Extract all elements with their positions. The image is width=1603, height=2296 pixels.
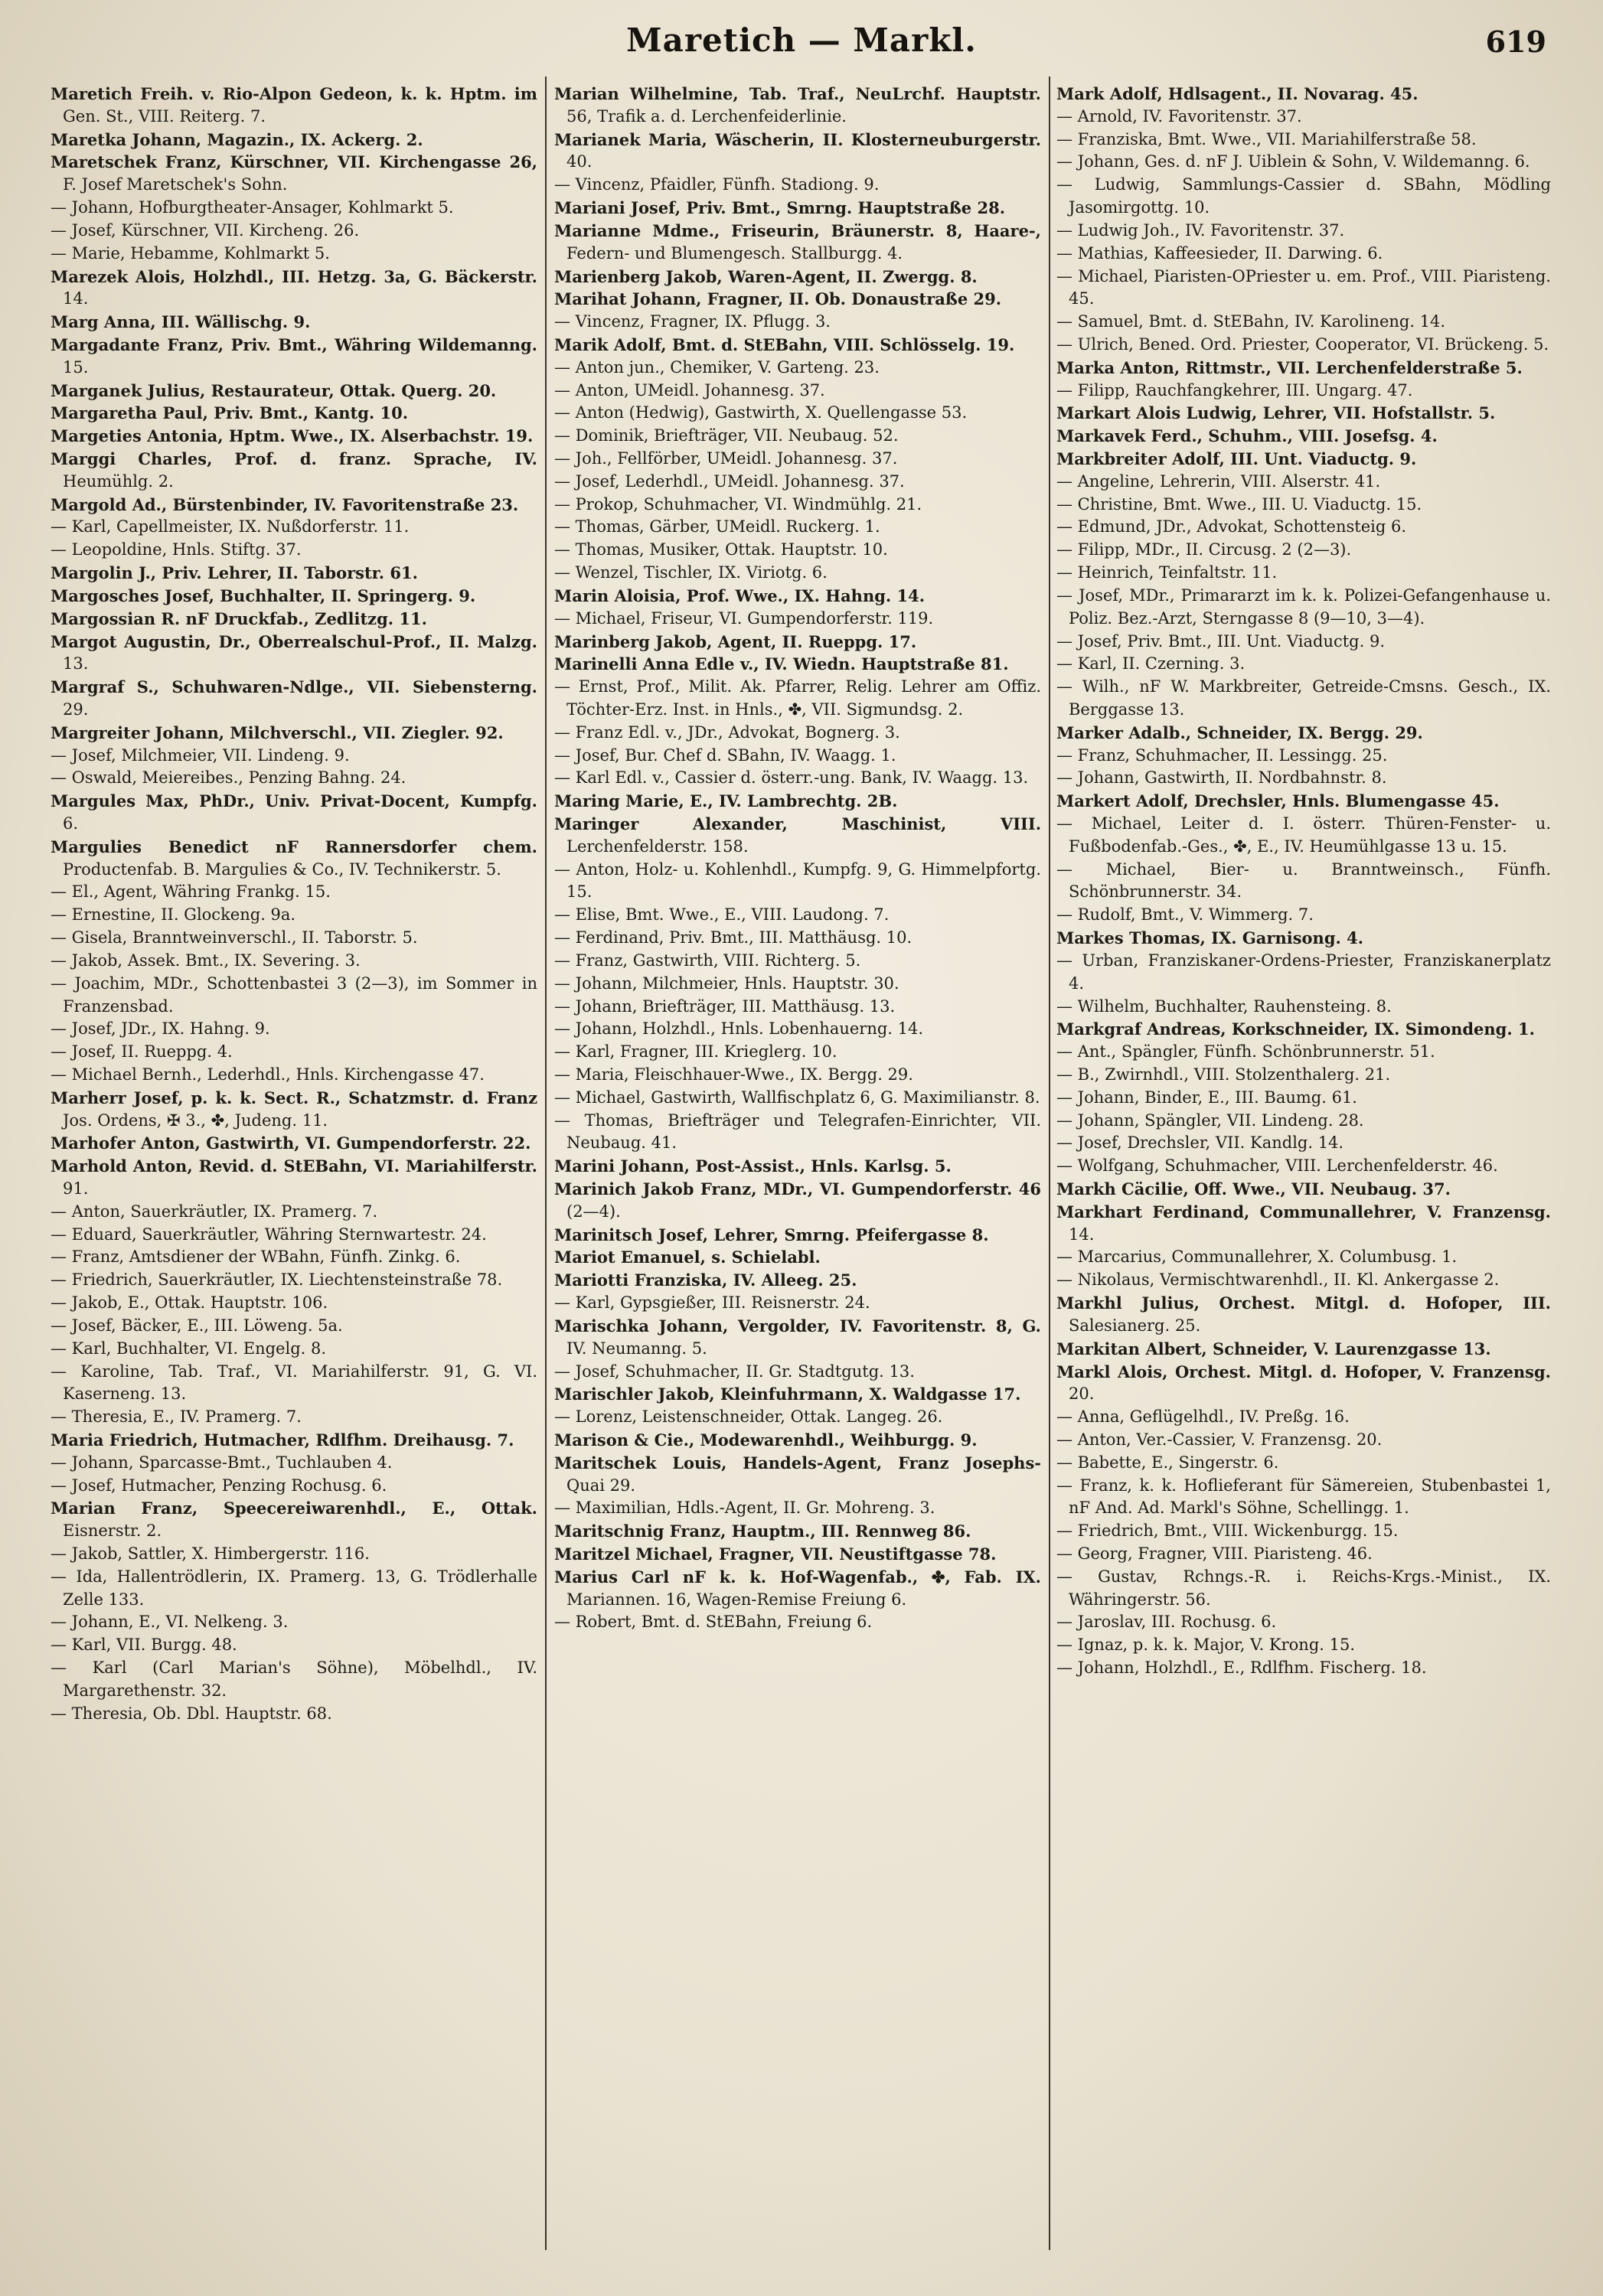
- directory-subentry: — Dominik, Briefträger, VII. Neubaug. 52.: [554, 426, 899, 445]
- directory-subentry: — Anton, Sauerkräutler, IX. Pramerg. 7.: [51, 1202, 378, 1221]
- directory-entry: Marini Johann, Post-Assist., Hnls. Karlsg. 5.: [554, 1156, 952, 1176]
- directory-subentry: — Christine, Bmt. Wwe., III. U. Viaductg. 15.: [1056, 494, 1422, 514]
- directory-subentry: — Gustav, Rchngs.-R. i. Reichs-Krgs.-Minist., IX. Währingerstr. 56.: [1056, 1567, 1551, 1609]
- directory-entry: Maretschek Franz, Kürschner, VII. Kirchengasse 26, F. Josef Maretschek's Sohn.: [51, 152, 537, 194]
- directory-entry: Markh Cäcilie, Off. Wwe., VII. Neubaug. 37.: [1056, 1179, 1451, 1199]
- directory-entry: Marischka Johann, Vergolder, IV. Favoritenstr. 8, G. IV. Neumanng. 5.: [554, 1316, 1041, 1358]
- directory-entry: Marin Aloisia, Prof. Wwe., IX. Hahng. 14.: [554, 585, 926, 605]
- directory-subentry: — B., Zwirnhdl., VIII. Stolzenthalerg. 21.: [1056, 1065, 1391, 1084]
- directory-subentry: — Joh., Fellförber, UMeidl. Johannesg. 37.: [554, 449, 898, 468]
- directory-subentry: — Robert, Bmt. d. StEBahn, Freiung 6.: [554, 1613, 873, 1632]
- directory-entry: Marhofer Anton, Gastwirth, VI. Gumpendorferstr. 22.: [51, 1133, 531, 1153]
- directory-subentry: — Marie, Hebamme, Kohlmarkt 5.: [51, 243, 330, 263]
- directory-subentry: — Michael, Gastwirth, Wallfischplatz 6, G. Maximilianstr. 8.: [554, 1088, 1040, 1107]
- directory-subentry: — Anton, UMeidl. Johannesg. 37.: [554, 380, 825, 400]
- directory-subentry: — Karl, Fragner, III. Krieglerg. 10.: [554, 1042, 837, 1062]
- directory-entry: Marianne Mdme., Friseurin, Bräunerstr. 8, Haare-, Federn- und Blumengesch. Stallburgg. 4.: [554, 220, 1041, 263]
- page-header: [0, 14, 1603, 67]
- directory-subentry: — Rudolf, Bmt., V. Wimmerg. 7.: [1056, 905, 1314, 925]
- directory-entry: Margules Max, PhDr., Univ. Privat-Docent, Kumpfg. 6.: [51, 791, 537, 833]
- directory-entry: Maretich Freih. v. Rio-Alpon Gedeon, k. k. Hptm. im Gen. St., VIII. Reiterg. 7.: [51, 84, 537, 126]
- directory-subentry: — Johann, Ges. d. nF J. Uiblein & Sohn, V. Wildemanng. 6.: [1056, 152, 1530, 171]
- directory-subentry: — Franz, k. k. Hoflieferant für Sämereien, Stubenbastei 1, nF And. Ad. Markl's Söhne, Schellingg. 1.: [1056, 1476, 1551, 1518]
- directory-entry: Marienberg Jakob, Waren-Agent, II. Zwergg. 8.: [554, 266, 978, 286]
- directory-column-2: [554, 83, 1041, 2272]
- directory-subentry: — Anna, Geflügelhdl., IV. Preßg. 16.: [1056, 1407, 1350, 1427]
- directory-subentry: — Josef, Bur. Chef d. SBahn, IV. Waagg. 1.: [554, 745, 896, 765]
- directory-entry: Markhart Ferdinand, Communallehrer, V. Franzensg. 14.: [1056, 1202, 1551, 1244]
- directory-entry: Marison & Cie., Modewarenhdl., Weihburgg. 9.: [554, 1430, 978, 1450]
- directory-entry: Margot Augustin, Dr., Oberrealschul-Prof., II. Malzg. 13.: [51, 631, 537, 673]
- directory-entry: Markbreiter Adolf, III. Unt. Viaductg. 9.: [1056, 449, 1417, 468]
- directory-subentry: — Filipp, MDr., II. Circusg. 2 (2—3).: [1056, 540, 1352, 559]
- directory-subentry: — Josef, Hutmacher, Penzing Rochusg. 6.: [51, 1476, 387, 1495]
- directory-subentry: — Karl, VII. Burgg. 48.: [51, 1636, 237, 1655]
- directory-subentry: — Prokop, Schuhmacher, VI. Windmühlg. 21.: [554, 494, 922, 514]
- directory-subentry: — Arnold, IV. Favoritenstr. 37.: [1056, 106, 1302, 126]
- directory-subentry: — Johann, Holzhdl., E., Rdlfhm. Fischerg. 18.: [1056, 1658, 1427, 1678]
- directory-entry: Marian Wilhelmine, Tab. Traf., NeuLrchf. Hauptstr. 56, Trafik a. d. Lerchenfeiderlinie.: [554, 84, 1041, 126]
- running-head: Maretich — Markl.: [626, 21, 977, 59]
- directory-entry: Marinitsch Josef, Lehrer, Smrng. Pfeifergasse 8.: [554, 1225, 989, 1244]
- directory-entry: Marganek Julius, Restaurateur, Ottak. Querg. 20.: [51, 380, 497, 400]
- directory-entry: Marianek Maria, Wäscherin, II. Klosterneuburgerstr. 40.: [554, 129, 1041, 171]
- directory-subentry: — El., Agent, Währing Frankg. 15.: [51, 882, 331, 902]
- directory-subentry: — Urban, Franziskaner-Ordens-Priester, Franziskanerplatz 4.: [1056, 951, 1551, 993]
- directory-subentry: — Samuel, Bmt. d. StEBahn, IV. Karolineng. 14.: [1056, 312, 1446, 331]
- directory-entry: Mark Adolf, Hdlsagent., II. Novarag. 45.: [1056, 84, 1419, 103]
- directory-subentry: — Ludwig Joh., IV. Favoritenstr. 37.: [1056, 220, 1345, 240]
- directory-entry: Marezek Alois, Holzhdl., III. Hetzg. 3a, G. Bäckerstr. 14.: [51, 266, 537, 308]
- directory-subentry: — Ant., Spängler, Fünfh. Schönbrunnerstr. 51.: [1056, 1042, 1435, 1062]
- directory-entry: Marka Anton, Rittmstr., VII. Lerchenfelderstraße 5.: [1056, 357, 1523, 377]
- directory-subentry: — Josef, Schuhmacher, II. Gr. Stadtgutg. 13.: [554, 1362, 915, 1381]
- directory-entry: Margeties Antonia, Hptm. Wwe., IX. Alserbachstr. 19.: [51, 426, 534, 446]
- directory-subentry: — Filipp, Rauchfangkehrer, III. Ungarg. 47.: [1056, 380, 1413, 400]
- directory-subentry: — Ulrich, Bened. Ord. Priester, Cooperator, VI. Brückeng. 5.: [1056, 334, 1549, 354]
- directory-subentry: — Karl Edl. v., Cassier d. österr.-ung. Bank, IV. Waagg. 13.: [554, 768, 1029, 788]
- directory-entry: Maringer Alexander, Maschinist, VIII. Lerchenfelderstr. 158.: [554, 814, 1041, 856]
- directory-subentry: — Babette, E., Singerstr. 6.: [1056, 1453, 1279, 1472]
- directory-subentry: — Johann, Hofburgtheater-Ansager, Kohlmarkt 5.: [51, 198, 454, 217]
- directory-entry: Marker Adalb., Schneider, IX. Bergg. 29.: [1056, 722, 1423, 742]
- directory-subentry: — Michael, Bier- u. Branntweinsch., Fünfh. Schönbrunnerstr. 34.: [1056, 859, 1551, 902]
- directory-subentry: — Ludwig, Sammlungs-Cassier d. SBahn, Mödling Jasomirgottg. 10.: [1056, 175, 1551, 217]
- directory-entry: Marg Anna, III. Wällischg. 9.: [51, 312, 311, 332]
- directory-subentry: — Michael, Leiter d. I. österr. Thüren-Fenster- u. Fußbodenfab.-Ges., ✤, E., IV. Heumühlgasse 13 u. 15.: [1056, 814, 1551, 856]
- directory-subentry: — Maximilian, Hdls.-Agent, II. Gr. Mohreng. 3.: [554, 1499, 935, 1518]
- directory-subentry: — Maria, Fleischhauer-Wwe., IX. Bergg. 29.: [554, 1065, 913, 1084]
- directory-entry: Marinelli Anna Edle v., IV. Wiedn. Hauptstraße 81.: [554, 654, 1009, 674]
- directory-entry: Marischler Jakob, Kleinfuhrmann, X. Waldgasse 17.: [554, 1384, 1021, 1404]
- directory-subentry: — Joachim, MDr., Schottenbastei 3 (2—3), im Sommer in Franzensbad.: [51, 974, 537, 1016]
- directory-subentry: — Eduard, Sauerkräutler, Währing Sternwartestr. 24.: [51, 1225, 487, 1244]
- directory-subentry: — Anton, Holz- u. Kohlenhdl., Kumpfg. 9, G. Himmelpfortg. 15.: [554, 859, 1041, 902]
- directory-entry: Margold Ad., Bürstenbinder, IV. Favoritenstraße 23.: [51, 494, 519, 514]
- directory-subentry: — Johann, Holzhdl., Hnls. Lobenhauerng. 14.: [554, 1019, 924, 1039]
- directory-entry: Mariotti Franziska, IV. Alleeg. 25.: [554, 1270, 857, 1290]
- directory-subentry: — Franziska, Bmt. Wwe., VII. Mariahilferstraße 58.: [1056, 129, 1477, 148]
- directory-subentry: — Johann, Gastwirth, II. Nordbahnstr. 8.: [1056, 768, 1387, 788]
- directory-subentry: — Oswald, Meiereibes., Penzing Bahng. 24.: [51, 768, 406, 788]
- page-number: 619: [1485, 24, 1546, 59]
- directory-entry: Margreiter Johann, Milchverschl., VII. Ziegler. 92.: [51, 722, 504, 742]
- directory-subentry: — Josef, Kürschner, VII. Kircheng. 26.: [51, 220, 360, 240]
- directory-subentry: — Karl, Capellmeister, IX. Nußdorferstr. 11.: [51, 517, 410, 536]
- directory-entry: Markes Thomas, IX. Garnisong. 4.: [1056, 928, 1364, 948]
- directory-subentry: — Theresia, E., IV. Pramerg. 7.: [51, 1407, 302, 1427]
- directory-entry: Markl Alois, Orchest. Mitgl. d. Hofoper, V. Franzensg. 20.: [1056, 1362, 1551, 1404]
- directory-subentry: — Friedrich, Bmt., VIII. Wickenburgg. 15.: [1056, 1521, 1399, 1541]
- directory-subentry: — Wenzel, Tischler, IX. Viriotg. 6.: [554, 563, 828, 582]
- directory-subentry: — Anton (Hedwig), Gastwirth, X. Quellengasse 53.: [554, 403, 968, 422]
- directory-subentry: — Wolfgang, Schuhmacher, VIII. Lerchenfelderstr. 46.: [1056, 1156, 1498, 1176]
- directory-entry: Marhold Anton, Revid. d. StEBahn, VI. Mariahilferstr. 91.: [51, 1156, 537, 1198]
- directory-subentry: — Ferdinand, Priv. Bmt., III. Matthäusg. 10.: [554, 928, 913, 947]
- directory-subentry: — Johann, Briefträger, III. Matthäusg. 13.: [554, 996, 896, 1016]
- directory-subentry: — Josef, Drechsler, VII. Kandlg. 14.: [1056, 1133, 1344, 1153]
- directory-entry: Mariot Emanuel, s. Schielabl.: [554, 1247, 821, 1267]
- directory-entry: Mariani Josef, Priv. Bmt., Smrng. Hauptstraße 28.: [554, 198, 1006, 218]
- directory-entry: Marius Carl nF k. k. Hof-Wagenfab., ✤, Fab. IX. Mariannen. 16, Wagen-Remise Freiung 6.: [554, 1567, 1041, 1609]
- directory-subentry: — Heinrich, Teinfaltstr. 11.: [1056, 563, 1278, 582]
- directory-subentry: — Wilhelm, Buchhalter, Rauhensteing. 8.: [1056, 996, 1392, 1016]
- directory-entry: Maritzel Michael, Fragner, VII. Neustiftgasse 78.: [554, 1544, 997, 1564]
- directory-subentry: — Ignaz, p. k. k. Major, V. Krong. 15.: [1056, 1636, 1356, 1655]
- directory-subentry: — Jakob, E., Ottak. Hauptstr. 106.: [51, 1293, 328, 1313]
- directory-subentry: — Franz, Gastwirth, VIII. Richterg. 5.: [554, 951, 861, 970]
- directory-entry: Maria Friedrich, Hutmacher, Rdlfhm. Dreihausg. 7.: [51, 1430, 514, 1450]
- directory-subentry: — Josef, Bäcker, E., III. Löweng. 5a.: [51, 1316, 343, 1335]
- directory-subentry: — Josef, Priv. Bmt., III. Unt. Viaductg. 9.: [1056, 631, 1386, 651]
- directory-subentry: — Jaroslav, III. Rochusg. 6.: [1056, 1613, 1277, 1632]
- directory-subentry: — Franz, Schuhmacher, II. Lessingg. 25.: [1056, 745, 1388, 765]
- directory-subentry: — Vincenz, Fragner, IX. Pflugg. 3.: [554, 312, 831, 331]
- directory-column-1: [51, 83, 537, 2272]
- directory-subentry: — Marcarius, Communallehrer, X. Columbusg. 1.: [1056, 1247, 1458, 1267]
- directory-entry: Margulies Benedict nF Rannersdorfer chem. Productenfab. B. Margulies & Co., IV. Technikerstr. 5.: [51, 837, 537, 879]
- directory-subentry: — Franz Edl. v., JDr., Advokat, Bognerg. 3.: [554, 722, 900, 742]
- directory-subentry: — Mathias, Kaffeesieder, II. Darwing. 6.: [1056, 243, 1383, 263]
- directory-subentry: — Theresia, Ob. Dbl. Hauptstr. 68.: [51, 1704, 332, 1723]
- directory-entry: Marggi Charles, Prof. d. franz. Sprache, IV. Heumühlg. 2.: [51, 449, 537, 491]
- directory-subentry: — Edmund, JDr., Advokat, Schottensteig 6.: [1056, 517, 1407, 536]
- directory-subentry: — Jakob, Sattler, X. Himbergerstr. 116.: [51, 1544, 370, 1563]
- directory-entry: Markart Alois Ludwig, Lehrer, VII. Hofstallstr. 5.: [1056, 403, 1496, 423]
- directory-entry: Maritschnig Franz, Hauptm., III. Rennweg 86.: [554, 1521, 971, 1541]
- directory-subentry: — Franz, Amtsdiener der WBahn, Fünfh. Zinkg. 6.: [51, 1247, 461, 1267]
- directory-subentry: — Ernst, Prof., Milit. Ak. Pfarrer, Relig. Lehrer am Offiz. Töchter-Erz. Inst. in Hnls., ✤, VII. Sigmundsg. 2.: [554, 677, 1041, 719]
- directory-subentry: — Wilh., nF W. Markbreiter, Getreide-Cmsns. Gesch., IX. Berggasse 13.: [1056, 677, 1551, 719]
- directory-subentry: — Vincenz, Pfaidler, Fünfh. Stadiong. 9.: [554, 175, 880, 194]
- directory-entry: Maring Marie, E., IV. Lambrechtg. 2B.: [554, 791, 898, 811]
- directory-subentry: — Thomas, Gärber, UMeidl. Ruckerg. 1.: [554, 517, 880, 536]
- directory-entry: Marinberg Jakob, Agent, II. Rueppg. 17.: [554, 631, 917, 651]
- directory-subentry: — Josef, JDr., IX. Hahng. 9.: [51, 1019, 270, 1039]
- directory-subentry: — Karl, Gypsgießer, III. Reisnerstr. 24.: [554, 1293, 870, 1313]
- directory-entry: Marherr Josef, p. k. k. Sect. R., Schatzmstr. d. Franz Jos. Ordens, ✠ 3., ✤, Judeng. 11.: [51, 1088, 537, 1130]
- directory-subentry: — Karl, Buchhalter, VI. Engelg. 8.: [51, 1339, 327, 1358]
- directory-entry: Markavek Ferd., Schuhm., VIII. Josefsg. 4.: [1056, 426, 1438, 446]
- directory-entry: Marinich Jakob Franz, MDr., VI. Gumpendorferstr. 46 (2—4).: [554, 1179, 1041, 1221]
- directory-entry: Markhl Julius, Orchest. Mitgl. d. Hofoper, III. Salesianerg. 25.: [1056, 1293, 1551, 1335]
- directory-entry: Marihat Johann, Fragner, II. Ob. Donaustraße 29.: [554, 289, 1002, 309]
- directory-entry: Maretka Johann, Magazin., IX. Ackerg. 2.: [51, 129, 423, 149]
- directory-entry: Maritschek Louis, Handels-Agent, Franz Josephs-Quai 29.: [554, 1453, 1041, 1495]
- directory-entry: Markitan Albert, Schneider, V. Laurenzgasse 13.: [1056, 1339, 1491, 1358]
- column-divider: [545, 77, 547, 2250]
- directory-subentry: — Josef, Milchmeier, VII. Lindeng. 9.: [51, 745, 350, 765]
- directory-subentry: — Ernestine, II. Glockeng. 9a.: [51, 905, 296, 925]
- directory-subentry: — Elise, Bmt. Wwe., E., VIII. Laudong. 7.: [554, 905, 890, 925]
- directory-entry: Margolin J., Priv. Lehrer, II. Taborstr. 61.: [51, 563, 418, 583]
- directory-subentry: — Karoline, Tab. Traf., VI. Mariahilferstr. 91, G. VI. Kaserneng. 13.: [51, 1362, 537, 1404]
- directory-entry: Markgraf Andreas, Korkschneider, IX. Simondeng. 1.: [1056, 1019, 1535, 1039]
- directory-column-3: [1056, 83, 1551, 2272]
- directory-subentry: — Michael, Piaristen-OPriester u. em. Prof., VIII. Piaristeng. 45.: [1056, 266, 1551, 308]
- directory-subentry: — Johann, Spängler, VII. Lindeng. 28.: [1056, 1110, 1364, 1130]
- directory-subentry: — Karl (Carl Marian's Söhne), Möbelhdl., IV. Margarethenstr. 32.: [51, 1658, 537, 1700]
- directory-subentry: — Johann, Binder, E., III. Baumg. 61.: [1056, 1088, 1357, 1107]
- directory-subentry: — Leopoldine, Hnls. Stiftg. 37.: [51, 540, 302, 559]
- directory-subentry: — Michael Bernh., Lederhdl., Hnls. Kirchengasse 47.: [51, 1065, 485, 1084]
- directory-subentry: — Josef, II. Rueppg. 4.: [51, 1042, 233, 1062]
- directory-subentry: — Thomas, Briefträger und Telegrafen-Einrichter, VII. Neubaug. 41.: [554, 1110, 1041, 1153]
- directory-entry: Marian Franz, Speecereiwarenhdl., E., Ottak. Eisnerstr. 2.: [51, 1499, 537, 1541]
- directory-subentry: — Lorenz, Leistenschneider, Ottak. Langeg. 26.: [554, 1407, 943, 1427]
- directory-subentry: — Thomas, Musiker, Ottak. Hauptstr. 10.: [554, 540, 888, 559]
- directory-subentry: — Friedrich, Sauerkräutler, IX. Liechtensteinstraße 78.: [51, 1270, 503, 1290]
- directory-subentry: — Anton, Ver.-Cassier, V. Franzensg. 20.: [1056, 1430, 1383, 1449]
- directory-entry: Marik Adolf, Bmt. d. StEBahn, VIII. Schlösselg. 19.: [554, 334, 1015, 354]
- directory-subentry: — Michael, Friseur, VI. Gumpendorferstr. 119.: [554, 608, 934, 628]
- directory-entry: Margraf S., Schuhwaren-Ndlge., VII. Siebensterng. 29.: [51, 677, 537, 719]
- directory-subentry: — Anton jun., Chemiker, V. Garteng. 23.: [554, 357, 880, 377]
- directory-subentry: — Josef, MDr., Primararzt im k. k. Polizei-Gefangenhause u. Poliz. Bez.-Arzt, Sterngasse 8 (9—10, 3—4).: [1056, 585, 1551, 628]
- directory-entry: Margosches Josef, Buchhalter, II. Springerg. 9.: [51, 585, 476, 605]
- directory-subentry: — Ida, Hallentrödlerin, IX. Pramerg. 13, G. Trödlerhalle Zelle 133.: [51, 1567, 537, 1609]
- directory-subentry: — Jakob, Assek. Bmt., IX. Severing. 3.: [51, 951, 361, 970]
- directory-subentry: — Georg, Fragner, VIII. Piaristeng. 46.: [1056, 1544, 1373, 1563]
- directory-subentry: — Josef, Lederhdl., UMeidl. Johannesg. 37.: [554, 471, 905, 491]
- directory-subentry: — Karl, II. Czerning. 3.: [1056, 654, 1246, 673]
- directory-entry: Markert Adolf, Drechsler, Hnls. Blumengasse 45.: [1056, 791, 1500, 811]
- directory-entry: Margossian R. nF Druckfab., Zedlitzg. 11.: [51, 608, 427, 628]
- directory-entry: Margaretha Paul, Priv. Bmt., Kantg. 10.: [51, 403, 409, 423]
- directory-subentry: — Gisela, Branntweinverschl., II. Taborstr. 5.: [51, 928, 418, 947]
- column-divider: [1049, 77, 1050, 2250]
- directory-subentry: — Angeline, Lehrerin, VIII. Alserstr. 41.: [1056, 471, 1381, 491]
- directory-subentry: — Johann, E., VI. Nelkeng. 3.: [51, 1613, 289, 1632]
- directory-subentry: — Johann, Sparcasse-Bmt., Tuchlauben 4.: [51, 1453, 393, 1472]
- directory-subentry: — Johann, Milchmeier, Hnls. Hauptstr. 30.: [554, 974, 899, 993]
- directory-subentry: — Nikolaus, Vermischtwarenhdl., II. Kl. Ankergasse 2.: [1056, 1270, 1500, 1290]
- directory-entry: Margadante Franz, Priv. Bmt., Währing Wildemanng. 15.: [51, 334, 537, 377]
